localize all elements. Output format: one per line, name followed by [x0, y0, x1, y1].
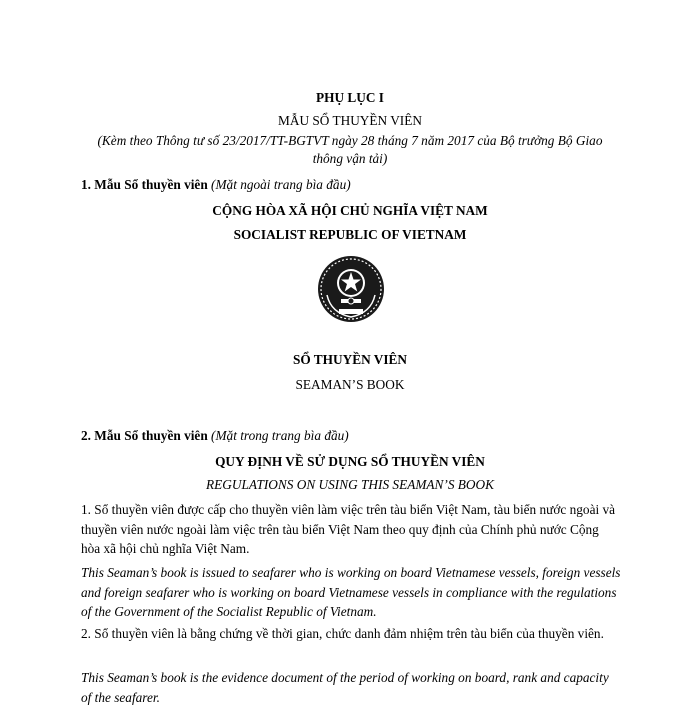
- book-title-vi: SỔ THUYỀN VIÊN: [292, 352, 408, 367]
- book-title-en: SEAMAN’S BOOK: [295, 377, 405, 392]
- country-name-vi: CỘNG HÒA XÃ HỘI CHỦ NGHĨA VIỆT NAM: [212, 203, 488, 218]
- section-1-note: (Mặt ngoài trang bìa đầu): [211, 177, 351, 192]
- reference-line-2: thông vận tải): [312, 151, 388, 166]
- regulations-title-en: REGULATIONS ON USING THIS SEAMAN’S BOOK: [206, 477, 494, 492]
- rule-2-vi: 2. Sổ thuyền viên là bằng chứng về thời gian, chức danh đảm nhiệm trên tàu biển của thuyền viên.: [81, 626, 604, 641]
- appendix-subtitle: MẪU SỔ THUYỀN VIÊN: [278, 113, 422, 128]
- section-2-note: (Mặt trong trang bìa đầu): [211, 428, 349, 443]
- regulations-title-vi: QUY ĐỊNH VỀ SỬ DỤNG SỔ THUYỀN VIÊN: [215, 454, 485, 469]
- rule-2-en: This Seaman’s book is the evidence document of the period of working on board, rank and capacity of the seafarer.: [81, 670, 609, 705]
- section-2-heading: 2. Mẫu Sổ thuyền viên: [81, 428, 208, 443]
- national-emblem-icon: [317, 255, 385, 323]
- section-1-heading-line: [81, 177, 351, 193]
- country-name-en: SOCIALIST REPUBLIC OF VIETNAM: [233, 227, 467, 242]
- appendix-title: PHỤ LỤC I: [316, 90, 384, 105]
- section-1-heading: 1. Mẫu Sổ thuyền viên: [81, 177, 208, 192]
- reference-line-1: (Kèm theo Thông tư số 23/2017/TT-BGTVT ngày 28 tháng 7 năm 2017 của Bộ trưởng Bộ Giao: [97, 133, 603, 148]
- section-2-heading-line: [81, 428, 349, 444]
- rule-1-vi: 1. Sổ thuyền viên được cấp cho thuyền viên làm việc trên tàu biển Việt Nam, tàu biển nước ngoài và thuyền viên nước ngoài làm việc trên tàu biển Việt Nam theo quy định của Chính phủ nước Cộng hòa xã hội chủ nghĩa Việt Nam.: [81, 502, 616, 556]
- rule-1-en: This Seaman’s book is issued to seafarer who is working on board Vietnamese vessels, foreign vessels and foreign seafarer who is working on board Vietnamese vessels in compliance with the regulations of the Government of the Socialist Republic of Vietnam.: [81, 565, 621, 619]
